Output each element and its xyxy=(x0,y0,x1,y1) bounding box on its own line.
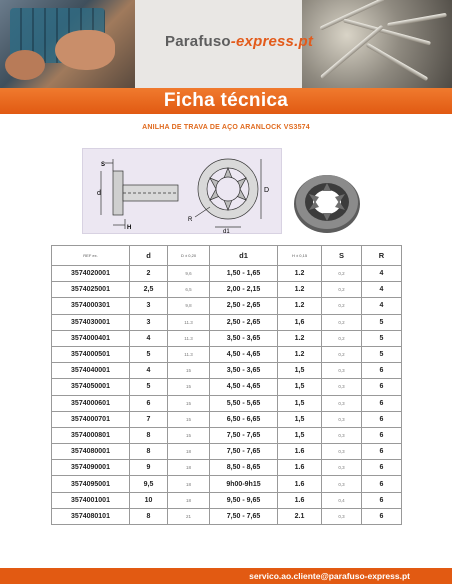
cell-big-d: 9,6 xyxy=(168,266,210,282)
cell-r: 4 xyxy=(362,266,402,282)
cell-ref: 3574080001 xyxy=(52,444,130,460)
cell-big-d: 11.3 xyxy=(168,346,210,362)
page-title: Ficha técnica xyxy=(163,90,289,111)
cell-ref: 3574025001 xyxy=(52,282,130,298)
cell-s: 0,3 xyxy=(322,460,362,476)
cell-ref: 3574000801 xyxy=(52,427,130,443)
hand-image-2 xyxy=(5,50,45,80)
cell-d1: 3,50 - 3,65 xyxy=(210,363,278,379)
cell-big-d: 21 xyxy=(168,508,210,524)
cell-s: 0,2 xyxy=(322,330,362,346)
table-row xyxy=(52,460,402,476)
cell-d: 2 xyxy=(130,266,168,282)
cell-h: 1,5 xyxy=(278,411,322,427)
cell-d: 8 xyxy=(130,444,168,460)
header-h: H ± 0,15 xyxy=(278,246,322,266)
hand-image xyxy=(55,30,115,70)
cell-h: 1.6 xyxy=(278,476,322,492)
cell-ref: 3574000701 xyxy=(52,411,130,427)
screws-photo xyxy=(302,0,452,88)
screw-shape xyxy=(366,43,429,81)
workshop-photo xyxy=(0,0,135,88)
cell-r: 6 xyxy=(362,395,402,411)
cell-ref: 3574095001 xyxy=(52,476,130,492)
cell-r: 6 xyxy=(362,411,402,427)
title-bar xyxy=(0,88,452,114)
cell-big-d: 15 xyxy=(168,411,210,427)
cell-big-d: 15 xyxy=(168,363,210,379)
cell-r: 6 xyxy=(362,363,402,379)
cell-d: 2,5 xyxy=(130,282,168,298)
cell-h: 1.6 xyxy=(278,492,322,508)
cell-big-d: 18 xyxy=(168,460,210,476)
cell-ref: 3574080101 xyxy=(52,508,130,524)
table-row xyxy=(52,508,402,524)
brand-logo[interactable] xyxy=(165,33,313,50)
cell-ref: 3574090001 xyxy=(52,460,130,476)
cell-d: 3 xyxy=(130,314,168,330)
cell-big-d: 15 xyxy=(168,395,210,411)
cell-s: 0,2 xyxy=(322,282,362,298)
cell-ref: 3574020001 xyxy=(52,266,130,282)
cell-d1: 3,50 - 3,65 xyxy=(210,330,278,346)
cell-s: 0,3 xyxy=(322,411,362,427)
cell-r: 6 xyxy=(362,427,402,443)
header-banner xyxy=(0,0,452,88)
cell-r: 6 xyxy=(362,444,402,460)
table-row xyxy=(52,476,402,492)
cell-d1: 9h00-9h15 xyxy=(210,476,278,492)
cell-d1: 1,50 - 1,65 xyxy=(210,266,278,282)
cell-s: 0,2 xyxy=(322,298,362,314)
header-r: R xyxy=(362,246,402,266)
cell-h: 1,6 xyxy=(278,314,322,330)
label-h: H xyxy=(127,225,132,231)
cell-big-d: 11.3 xyxy=(168,314,210,330)
cell-d: 10 xyxy=(130,492,168,508)
table-row xyxy=(52,314,402,330)
header-ref: REF ex. xyxy=(52,246,130,266)
cell-h: 1,5 xyxy=(278,427,322,443)
table-row xyxy=(52,379,402,395)
table-row xyxy=(52,266,402,282)
cell-ref: 3574000601 xyxy=(52,395,130,411)
cell-s: 0,3 xyxy=(322,444,362,460)
cell-d: 9 xyxy=(130,460,168,476)
cell-d: 4 xyxy=(130,330,168,346)
table-row xyxy=(52,282,402,298)
cell-r: 6 xyxy=(362,379,402,395)
cell-h: 1.6 xyxy=(278,460,322,476)
cell-d: 6 xyxy=(130,395,168,411)
cell-d1: 9,50 - 9,65 xyxy=(210,492,278,508)
cell-d1: 7,50 - 7,65 xyxy=(210,427,278,443)
cell-s: 0,3 xyxy=(322,379,362,395)
cell-big-d: 15 xyxy=(168,379,210,395)
cell-d1: 2,50 - 2,65 xyxy=(210,298,278,314)
cell-r: 6 xyxy=(362,460,402,476)
cell-r: 5 xyxy=(362,314,402,330)
cell-d: 8 xyxy=(130,427,168,443)
cell-big-d: 18 xyxy=(168,492,210,508)
cell-ref: 3574000301 xyxy=(52,298,130,314)
washer-photo-svg xyxy=(290,168,365,240)
cell-h: 1.2 xyxy=(278,298,322,314)
label-big-d: D xyxy=(264,187,270,194)
cell-s: 0,4 xyxy=(322,492,362,508)
cell-d: 5 xyxy=(130,346,168,362)
table-row xyxy=(52,363,402,379)
cell-big-d: 11.3 xyxy=(168,330,210,346)
cell-d: 9,5 xyxy=(130,476,168,492)
table-row xyxy=(52,427,402,443)
cell-big-d: 9,8 xyxy=(168,298,210,314)
cell-r: 5 xyxy=(362,330,402,346)
cell-d1: 8,50 - 8,65 xyxy=(210,460,278,476)
cell-ref: 3574000501 xyxy=(52,346,130,362)
table-row xyxy=(52,411,402,427)
label-r: R xyxy=(188,217,193,223)
cell-big-d: 6,5 xyxy=(168,282,210,298)
cell-big-d: 18 xyxy=(168,444,210,460)
table-row xyxy=(52,444,402,460)
cell-ref: 3574001001 xyxy=(52,492,130,508)
cell-d1: 4,50 - 4,65 xyxy=(210,346,278,362)
cell-s: 0,3 xyxy=(322,476,362,492)
cell-r: 6 xyxy=(362,508,402,524)
footer-bar xyxy=(0,568,452,584)
contact-email-link[interactable]: servico.ao.cliente@parafuso-express.pt xyxy=(249,571,410,581)
cell-d1: 2,00 - 2,15 xyxy=(210,282,278,298)
table-header-row xyxy=(52,246,402,266)
cell-ref: 3574040001 xyxy=(52,363,130,379)
label-d: d xyxy=(97,190,101,197)
cell-d: 4 xyxy=(130,363,168,379)
cell-r: 5 xyxy=(362,346,402,362)
screw-shape xyxy=(387,13,447,27)
cell-s: 0,3 xyxy=(322,508,362,524)
cell-h: 1.2 xyxy=(278,282,322,298)
cell-h: 1,5 xyxy=(278,379,322,395)
brand-accent: -express.pt xyxy=(230,33,314,50)
cell-d: 7 xyxy=(130,411,168,427)
technical-drawing xyxy=(82,148,282,234)
cell-h: 1,5 xyxy=(278,395,322,411)
cell-ref: 3574030001 xyxy=(52,314,130,330)
table-row xyxy=(52,395,402,411)
cell-h: 1.6 xyxy=(278,444,322,460)
cell-d: 5 xyxy=(130,379,168,395)
header-big-d: D ± 0,20 xyxy=(168,246,210,266)
header-d1: d1 xyxy=(210,246,278,266)
cell-r: 4 xyxy=(362,282,402,298)
cell-s: 0,3 xyxy=(322,427,362,443)
cell-ref: 3574000401 xyxy=(52,330,130,346)
screw-shape xyxy=(320,25,384,79)
cell-h: 1,5 xyxy=(278,363,322,379)
table-row xyxy=(52,330,402,346)
cell-d1: 7,50 - 7,65 xyxy=(210,444,278,460)
table-row xyxy=(52,298,402,314)
cell-d: 8 xyxy=(130,508,168,524)
cell-s: 0,3 xyxy=(322,395,362,411)
cell-big-d: 15 xyxy=(168,427,210,443)
cell-h: 1.2 xyxy=(278,330,322,346)
cell-h: 1.2 xyxy=(278,346,322,362)
product-subtitle: ANILHA DE TRAVA DE AÇO ARANLOCK VS3574 xyxy=(142,124,310,131)
table-row xyxy=(52,492,402,508)
washer-drawing-svg xyxy=(83,149,283,235)
cell-d1: 6,50 - 6,65 xyxy=(210,411,278,427)
cell-r: 4 xyxy=(362,298,402,314)
cell-r: 6 xyxy=(362,492,402,508)
cell-r: 6 xyxy=(362,476,402,492)
cell-d1: 5,50 - 5,65 xyxy=(210,395,278,411)
label-d1: d1 xyxy=(223,229,230,235)
cell-d1: 2,50 - 2,65 xyxy=(210,314,278,330)
cell-s: 0,2 xyxy=(322,266,362,282)
cell-big-d: 18 xyxy=(168,476,210,492)
cell-s: 0,2 xyxy=(322,346,362,362)
cell-h: 2.1 xyxy=(278,508,322,524)
header-s: S xyxy=(322,246,362,266)
cell-h: 1.2 xyxy=(278,266,322,282)
specs-table xyxy=(51,245,402,525)
cell-s: 0,2 xyxy=(322,314,362,330)
header-d: d xyxy=(130,246,168,266)
table-row xyxy=(52,346,402,362)
label-s: S xyxy=(101,162,106,168)
cell-d1: 7,50 - 7,65 xyxy=(210,508,278,524)
cell-d: 3 xyxy=(130,298,168,314)
cell-d1: 4,50 - 4,65 xyxy=(210,379,278,395)
washer-photo xyxy=(290,168,365,240)
cell-ref: 3574050001 xyxy=(52,379,130,395)
brand-main: Parafuso xyxy=(165,33,231,50)
cell-s: 0,3 xyxy=(322,363,362,379)
